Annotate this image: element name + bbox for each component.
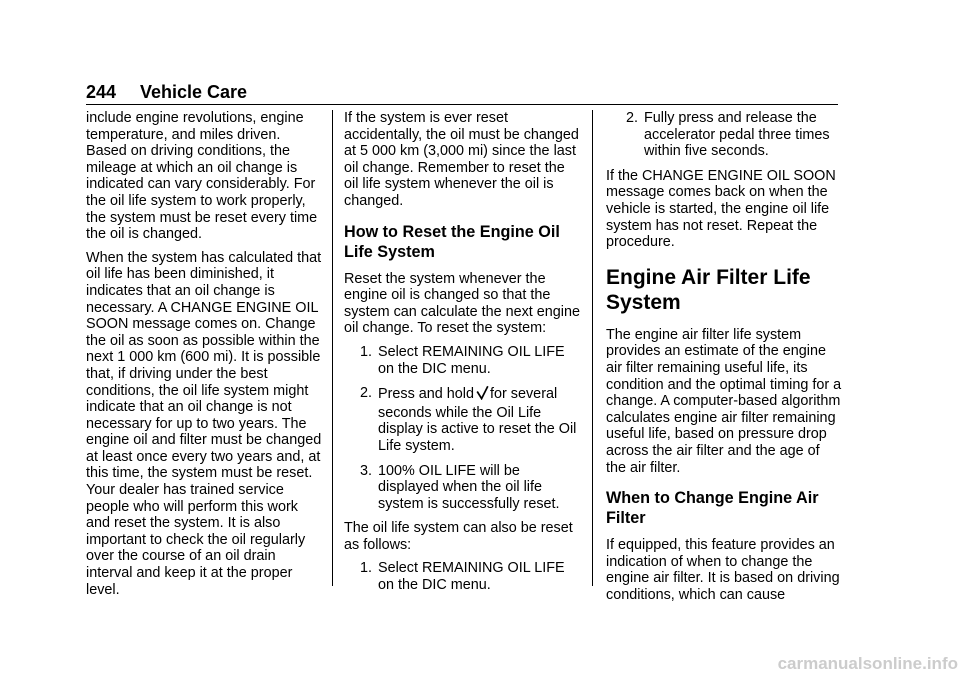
step-text: Fully press and release the accelerator pedal three times within five seconds.: [644, 110, 830, 160]
list-item: [606, 110, 842, 160]
paragraph: The engine air filter life system provides an estimate of the engine air filter remaining useful life, its condition and the optimal timing for a change. A computer-based algorithm calculates engine air filter remaining useful life, based on pressure drop across the air filter and the age of the air filter.: [606, 326, 842, 476]
column-2: [344, 110, 580, 602]
step-number: 1.: [359, 343, 372, 360]
paragraph: include engine revolutions, engine temperature, and miles driven. Based on driving conditions, the mileage at which an oil change is indicated can vary considerably. For the oil life system to work properly, the system must be reset every time the oil is changed.: [86, 110, 318, 243]
paragraph: The oil life system can also be reset as follows:: [344, 520, 573, 553]
section-heading: How to Reset the Engine Oil Life System: [344, 222, 560, 261]
step-text-before: Press and hold: [378, 386, 474, 403]
step-text: 100% OIL LIFE will be displayed when the oil life system is successfully reset.: [378, 462, 560, 512]
column-1: [86, 110, 322, 605]
check-icon: [476, 385, 489, 405]
watermark: carmanualsonline.info: [777, 654, 958, 673]
subsection-heading: When to Change Engine Air Filter: [606, 489, 819, 528]
step-number: 2.: [359, 385, 372, 402]
step-number: 3.: [359, 462, 372, 479]
step-text: Select REMAINING OIL LIFE on the DIC menu.: [378, 560, 565, 594]
paragraph: When the system has calculated that oil life has been diminished, it indicates that an oil change is necessary. A CHANGE ENGINE OIL SOON message comes on. Change the oil as soon as possible within the next 1 000 km (600 mi). It is possible that, if driving under the best conditions, the oil life system might indicate that an oil change is not necessary for up to two years. The engine oil and filter must be changed at least once every two years and, at this time, the system must be reset. Your dealer has trained service people who will perform this work and reset the system. It is also important to check the oil regularly over the course of an oil drain interval and keep it at the proper level.: [86, 249, 322, 598]
steps-list: [344, 344, 580, 512]
header-rule: [86, 104, 838, 105]
list-item: [344, 385, 580, 454]
page-header: [86, 82, 247, 102]
list-item: [344, 344, 580, 377]
step-text: [378, 385, 580, 454]
column-divider: [592, 110, 593, 586]
step-number: 1.: [359, 560, 372, 577]
paragraph: If equipped, this feature provides an indication of when to change the engine air filter. It is based on driving conditions, which can cause: [606, 537, 840, 603]
list-item: [344, 560, 580, 593]
section-heading: Engine Air Filter Life System: [606, 265, 811, 314]
page-number: 244: [86, 82, 117, 102]
steps-list: [606, 110, 842, 160]
column-3: [606, 110, 842, 610]
section-title: Vehicle Care: [140, 82, 248, 102]
step-text-after: for several seconds while the Oil Life display is active to reset the Oil Life system.: [378, 386, 577, 454]
column-divider: [332, 110, 333, 586]
paragraph: If the CHANGE ENGINE OIL SOON message comes back on when the vehicle is started, the engine oil life system has not reset. Repeat the procedure.: [606, 167, 836, 251]
step-text: Select REMAINING OIL LIFE on the DIC menu.: [378, 343, 565, 377]
steps-list: [344, 560, 580, 593]
paragraph: If the system is ever reset accidentally, the oil must be changed at 5 000 km (3,000 mi) since the last oil change. Remember to reset the oil life system whenever the oil is changed.: [344, 110, 579, 209]
step-number: 2.: [625, 110, 638, 126]
list-item: [344, 463, 580, 513]
paragraph: Reset the system whenever the engine oil is changed so that the system can calculate the next engine oil change. To reset the system:: [344, 270, 580, 337]
